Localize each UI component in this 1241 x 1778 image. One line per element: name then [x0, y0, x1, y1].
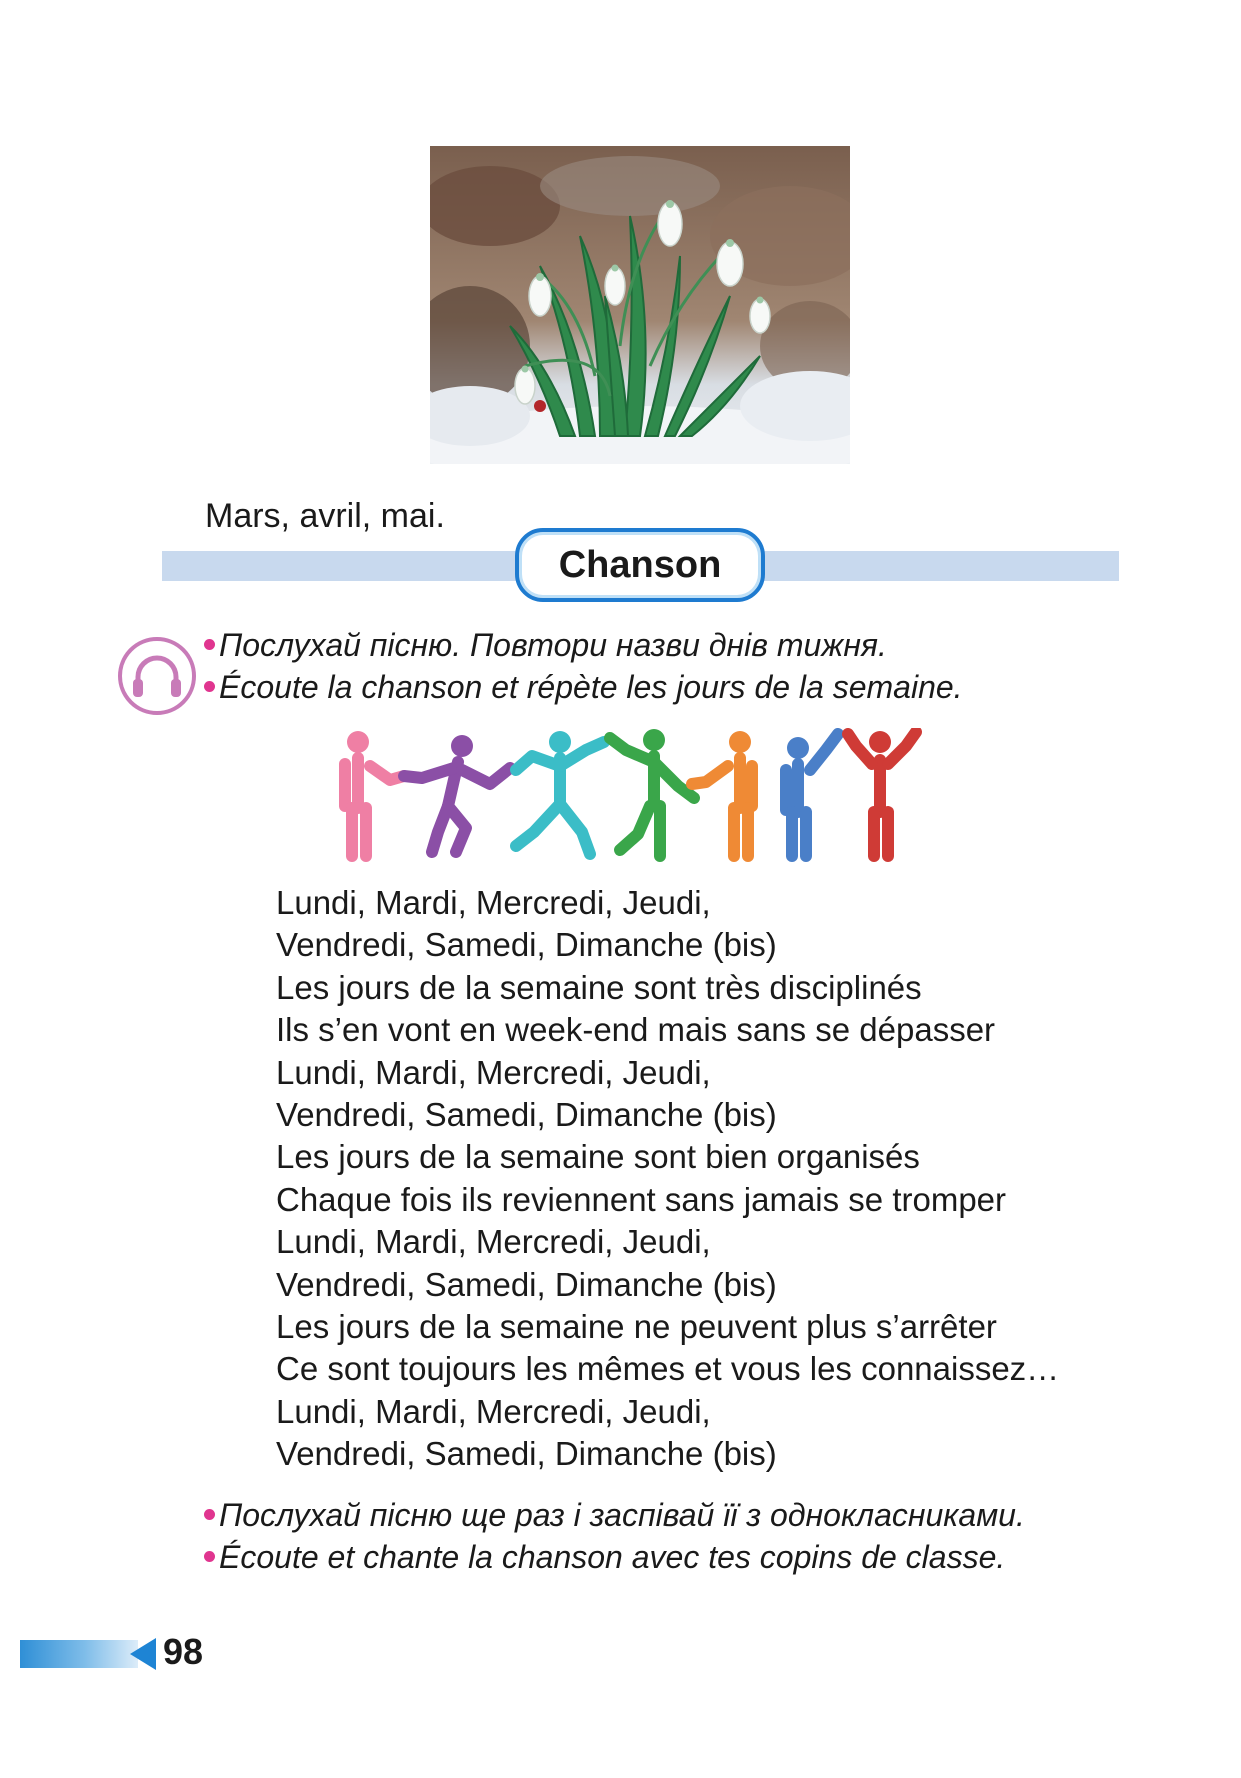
lyric-line: Lundi, Mardi, Mercredi, Jeudi,	[276, 1053, 711, 1091]
footer-bar	[20, 1640, 138, 1668]
bullet-icon	[204, 681, 215, 692]
instruction-fr-sing	[204, 1536, 1005, 1578]
figure-orange	[692, 731, 752, 856]
lyric-line: Vendredi, Samedi, Dimanche (bis)	[276, 1096, 777, 1134]
photo-caption: Mars, avril, mai.	[205, 497, 445, 535]
lyric-line: Chaque fois ils reviennent sans jamais se tromper	[276, 1180, 1007, 1218]
bullet-icon	[204, 639, 215, 650]
dancing-figures-illustration	[320, 728, 960, 864]
figure-green	[610, 729, 694, 856]
instruction-fr-listen	[204, 666, 963, 708]
lyric-line: Vendredi, Samedi, Dimanche (bis)	[276, 1265, 777, 1303]
instruction-text: Écoute la chanson et répète les jours de la semaine.	[219, 669, 963, 705]
lyric-line: Lundi, Mardi, Mercredi, Jeudi,	[276, 1223, 711, 1261]
figure-red	[848, 731, 916, 856]
figure-blue	[786, 734, 838, 856]
page-number: 98	[163, 1631, 204, 1672]
snowdrops-photo	[430, 146, 850, 464]
bullet-icon	[204, 1551, 215, 1562]
instruction-text: Послухай пісню ще раз і заспівай її з однокласниками.	[219, 1497, 1025, 1533]
bullet-icon	[204, 1509, 215, 1520]
lyric-line: Les jours de la semaine sont très disciplinés	[276, 968, 922, 1006]
lyric-line: Vendredi, Samedi, Dimanche (bis)	[276, 1435, 777, 1473]
lyric-line: Les jours de la semaine ne peuvent plus s’arrêter	[276, 1308, 997, 1346]
lyric-line: Lundi, Mardi, Mercredi, Jeudi,	[276, 1392, 711, 1430]
figure-purple	[404, 735, 510, 852]
instruction-ua-listen	[204, 624, 887, 666]
lyric-line: Lundi, Mardi, Mercredi, Jeudi,	[276, 884, 711, 921]
lyric-line: Ils s’en vont en week-end mais sans se dépasser	[276, 1011, 996, 1049]
page-arrow-icon	[130, 1638, 156, 1670]
lyric-line: Vendredi, Samedi, Dimanche (bis)	[276, 926, 777, 964]
figure-pink	[345, 731, 404, 856]
instruction-ua-sing	[204, 1494, 1025, 1536]
headphones-icon[interactable]	[116, 635, 198, 717]
lyric-line: Ce sont toujours les mêmes et vous les connaissez…	[276, 1350, 1060, 1388]
song-lyrics	[276, 882, 1059, 1476]
section-title: Chanson	[515, 528, 765, 602]
snowdrops-illustration	[430, 146, 850, 464]
lyric-line: Les jours de la semaine sont bien organisés	[276, 1138, 920, 1176]
instruction-text: Écoute et chante la chanson avec tes copins de classe.	[219, 1539, 1006, 1575]
figure-teal	[516, 731, 604, 854]
instruction-text: Послухай пісню. Повтори назви днів тижня.	[219, 627, 887, 663]
